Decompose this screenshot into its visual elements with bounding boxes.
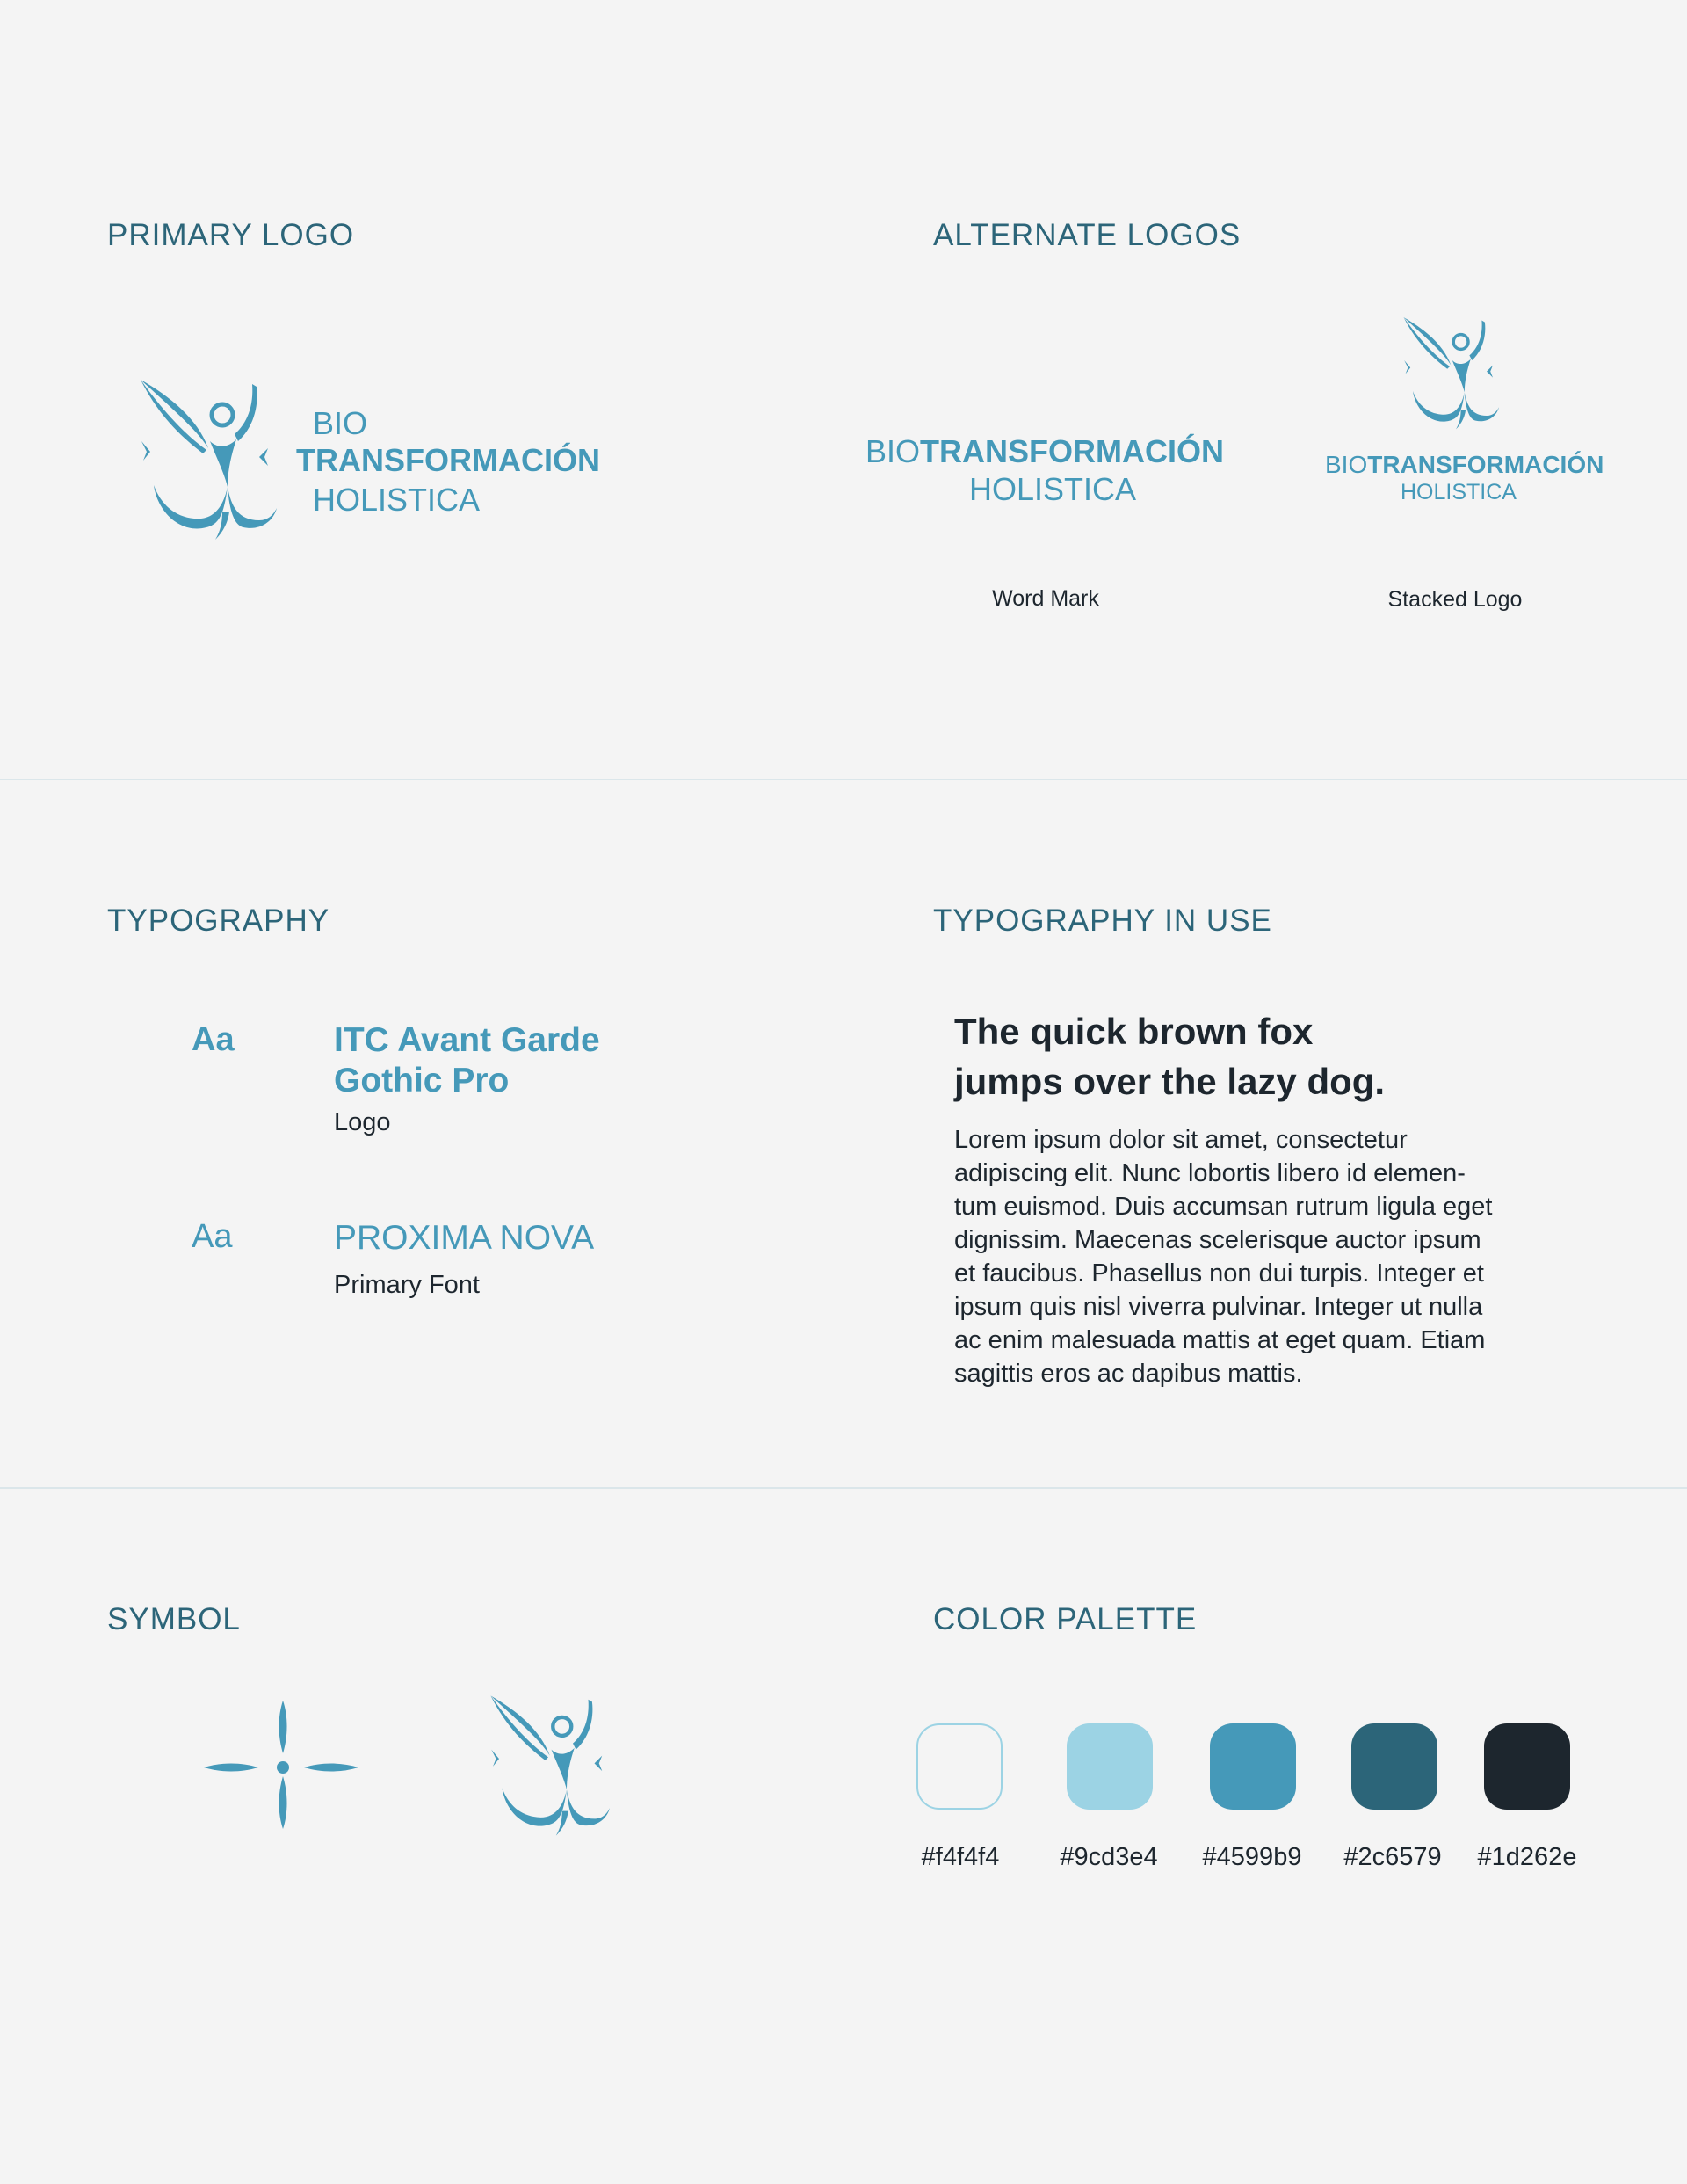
stacked-transformacion: TRANSFORMACIÓN xyxy=(1367,451,1604,478)
color-palette-heading: COLOR PALETTE xyxy=(933,1602,1198,1636)
figure-butterfly-icon xyxy=(1401,317,1499,434)
sample-headline-line: The quick brown fox xyxy=(954,1011,1314,1052)
font-name: ITC Avant Garde xyxy=(334,1021,600,1059)
logo-word-holistica: HOLISTICA xyxy=(313,482,481,518)
stacked-logo-caption: Stacked Logo xyxy=(1387,587,1523,612)
logo-word-bio: BIO xyxy=(313,405,368,441)
sample-body-line: ac enim malesuada mattis at eget quam. Etiam xyxy=(954,1326,1486,1354)
color-hex-label: #4599b9 xyxy=(1202,1843,1302,1871)
font-usage: Primary Font xyxy=(334,1271,480,1299)
word-mark-line1 xyxy=(865,433,1224,469)
sample-body-line: sagittis eros ac dapibus mattis. xyxy=(954,1360,1303,1388)
color-swatch xyxy=(916,1723,1003,1810)
sample-body-line: et faucibus. Phasellus non dui turpis. Integer et xyxy=(954,1259,1484,1288)
color-hex-label: #2c6579 xyxy=(1343,1843,1442,1871)
word-mark-caption: Word Mark xyxy=(992,586,1099,611)
font-name: PROXIMA NOVA xyxy=(334,1219,595,1257)
color-swatch xyxy=(1067,1723,1153,1810)
sample-body-line: tum euismod. Duis accumsan rutrum ligula eget xyxy=(954,1193,1493,1221)
typography-heading: TYPOGRAPHY xyxy=(107,903,330,938)
sample-body-line: dignissim. Maecenas scelerisque auctor ipsum xyxy=(954,1226,1481,1254)
sample-body-line: Lorem ipsum dolor sit amet, consectetur xyxy=(954,1126,1408,1154)
color-hex-label: #f4f4f4 xyxy=(921,1843,1000,1871)
stacked-logo-line1 xyxy=(1325,453,1604,477)
typography-in-use-heading: TYPOGRAPHY IN USE xyxy=(933,903,1272,938)
sparkle-icon xyxy=(202,1699,360,1831)
sample-headline-line: jumps over the lazy dog. xyxy=(954,1061,1386,1102)
sample-body-line: adipiscing elit. Nunc lobortis libero id elemen- xyxy=(954,1159,1466,1187)
sample-body-line: ipsum quis nisl viverra pulvinar. Integer ut nulla xyxy=(954,1293,1483,1321)
primary-logo-heading: PRIMARY LOGO xyxy=(107,218,355,252)
logo-word-transformacion: TRANSFORMACIÓN xyxy=(296,442,600,478)
alternate-logos-heading: ALTERNATE LOGOS xyxy=(933,218,1242,252)
typography-sample xyxy=(954,1006,1587,1390)
sample-body-text xyxy=(954,1123,1587,1390)
color-swatch xyxy=(1210,1723,1296,1810)
font-sample-aa: Aa xyxy=(192,1021,235,1058)
section-divider xyxy=(0,779,1687,780)
color-hex-label: #1d262e xyxy=(1477,1843,1577,1871)
word-mark-transformacion: TRANSFORMACIÓN xyxy=(920,433,1224,469)
figure-butterfly-icon xyxy=(136,380,277,547)
figure-butterfly-icon xyxy=(487,1692,610,1846)
font-sample-aa: Aa xyxy=(192,1218,233,1255)
font-usage: Logo xyxy=(334,1108,391,1136)
color-swatch xyxy=(1484,1723,1570,1810)
font-name: Gothic Pro xyxy=(334,1062,510,1099)
color-hex-label: #9cd3e4 xyxy=(1060,1843,1158,1871)
section-divider xyxy=(0,1487,1687,1489)
color-swatch xyxy=(1351,1723,1437,1810)
sample-headline xyxy=(954,1006,1587,1107)
symbol-heading: SYMBOL xyxy=(107,1602,241,1636)
word-mark-bio: BIO xyxy=(865,433,921,469)
stacked-holistica: HOLISTICA xyxy=(1401,480,1517,504)
stacked-bio: BIO xyxy=(1325,451,1368,478)
word-mark-holistica: HOLISTICA xyxy=(969,471,1137,507)
